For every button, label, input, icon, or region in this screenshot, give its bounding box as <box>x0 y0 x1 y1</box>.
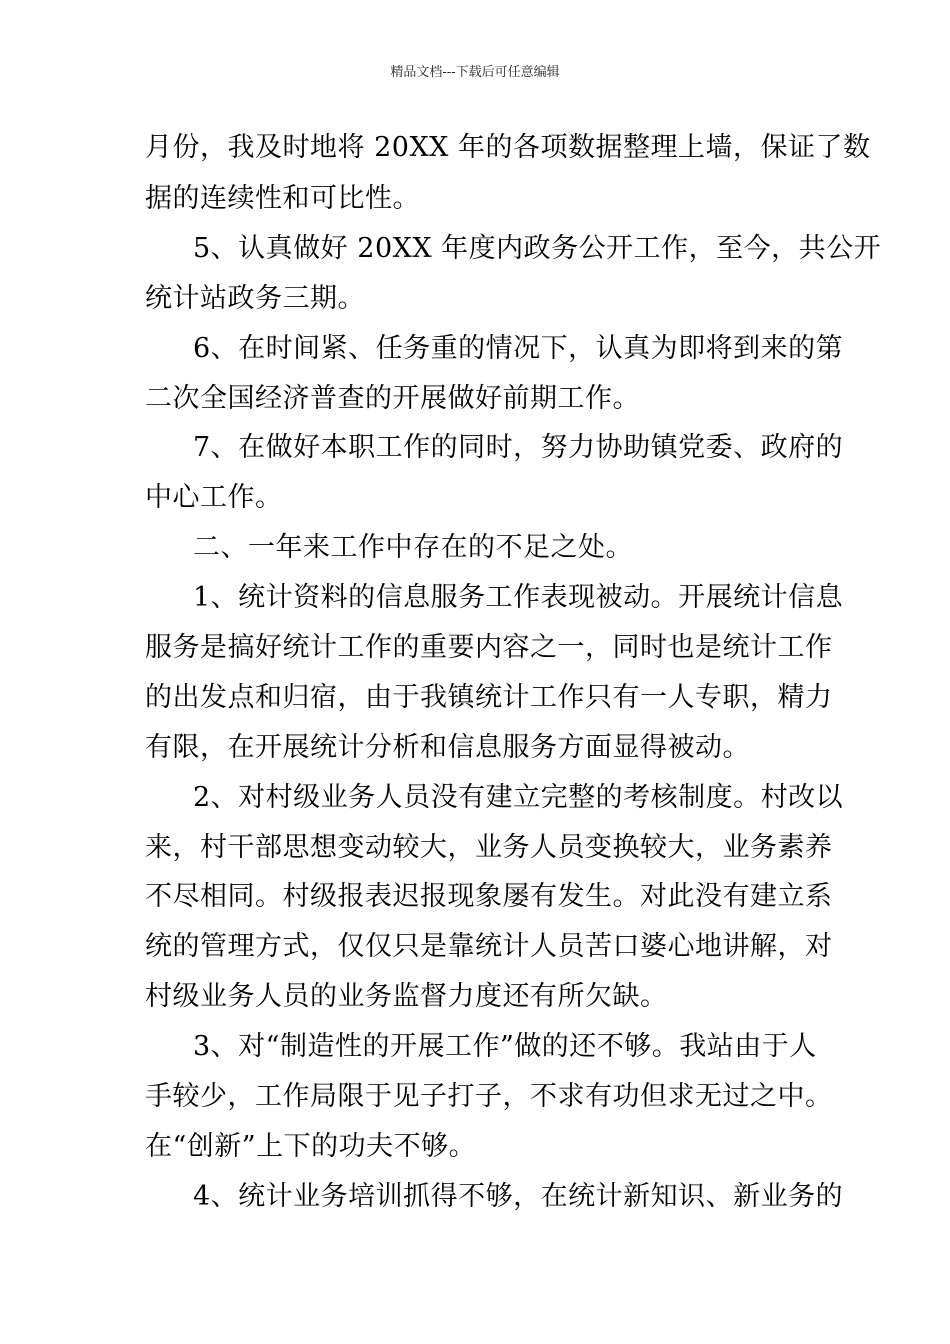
paragraph-first-line: 1、统计资料的信息服务工作表现被动。开展统计信息 <box>193 582 844 613</box>
paragraph-first-line: 3、对“制造性的开展工作”做的还不够。我站由于人 <box>193 1031 817 1062</box>
body-line: 统的管理方式，仅仅只是靠统计人员苦口婆心地讲解，对 <box>145 931 833 962</box>
body-line: 中心工作。 <box>145 482 283 513</box>
paragraph-first-line: 7、在做好本职工作的同时，努力协助镇党委、政府的 <box>193 432 844 463</box>
body-line: 不尽相同。村级报表迟报现象屡有发生。对此没有建立系 <box>145 881 833 912</box>
body-line: 据的连续性和可比性。 <box>145 183 420 214</box>
paragraph-first-line: 5、认真做好 20XX 年度内政务公开工作，至今，共公开 <box>193 233 882 264</box>
body-line: 的出发点和归宿，由于我镇统计工作只有一人专职，精力 <box>145 682 833 713</box>
body-line: 有限，在开展统计分析和信息服务方面显得被动。 <box>145 732 750 763</box>
page-header: 精品文档---下载后可任意编辑 <box>390 65 560 80</box>
paragraph-first-line: 4、统计业务培训抓得不够，在统计新知识、新业务的 <box>193 1181 844 1212</box>
body-line: 村级业务人员的业务监督力度还有所欠缺。 <box>145 981 668 1012</box>
section-heading: 二、一年来工作中存在的不足之处。 <box>193 532 633 563</box>
body-line: 二次全国经济普查的开展做好前期工作。 <box>145 383 640 414</box>
body-line: 服务是搞好统计工作的重要内容之一，同时也是统计工作 <box>145 632 833 663</box>
paragraph-first-line: 6、在时间紧、任务重的情况下，认真为即将到来的第 <box>193 333 844 364</box>
paragraph-first-line: 2、对村级业务人员没有建立完整的考核制度。村改以 <box>193 782 844 813</box>
body-line: 来，村干部思想变动较大，业务人员变换较大，业务素养 <box>145 832 833 863</box>
body-line: 统计站政务三期。 <box>145 283 365 314</box>
body-line: 在“创新”上下的功夫不够。 <box>145 1131 477 1162</box>
body-line: 月份，我及时地将 20XX 年的各项数据整理上墙，保证了数 <box>145 132 871 163</box>
body-line: 手较少，工作局限于见子打子，不求有功但求无过之中。 <box>145 1081 833 1112</box>
